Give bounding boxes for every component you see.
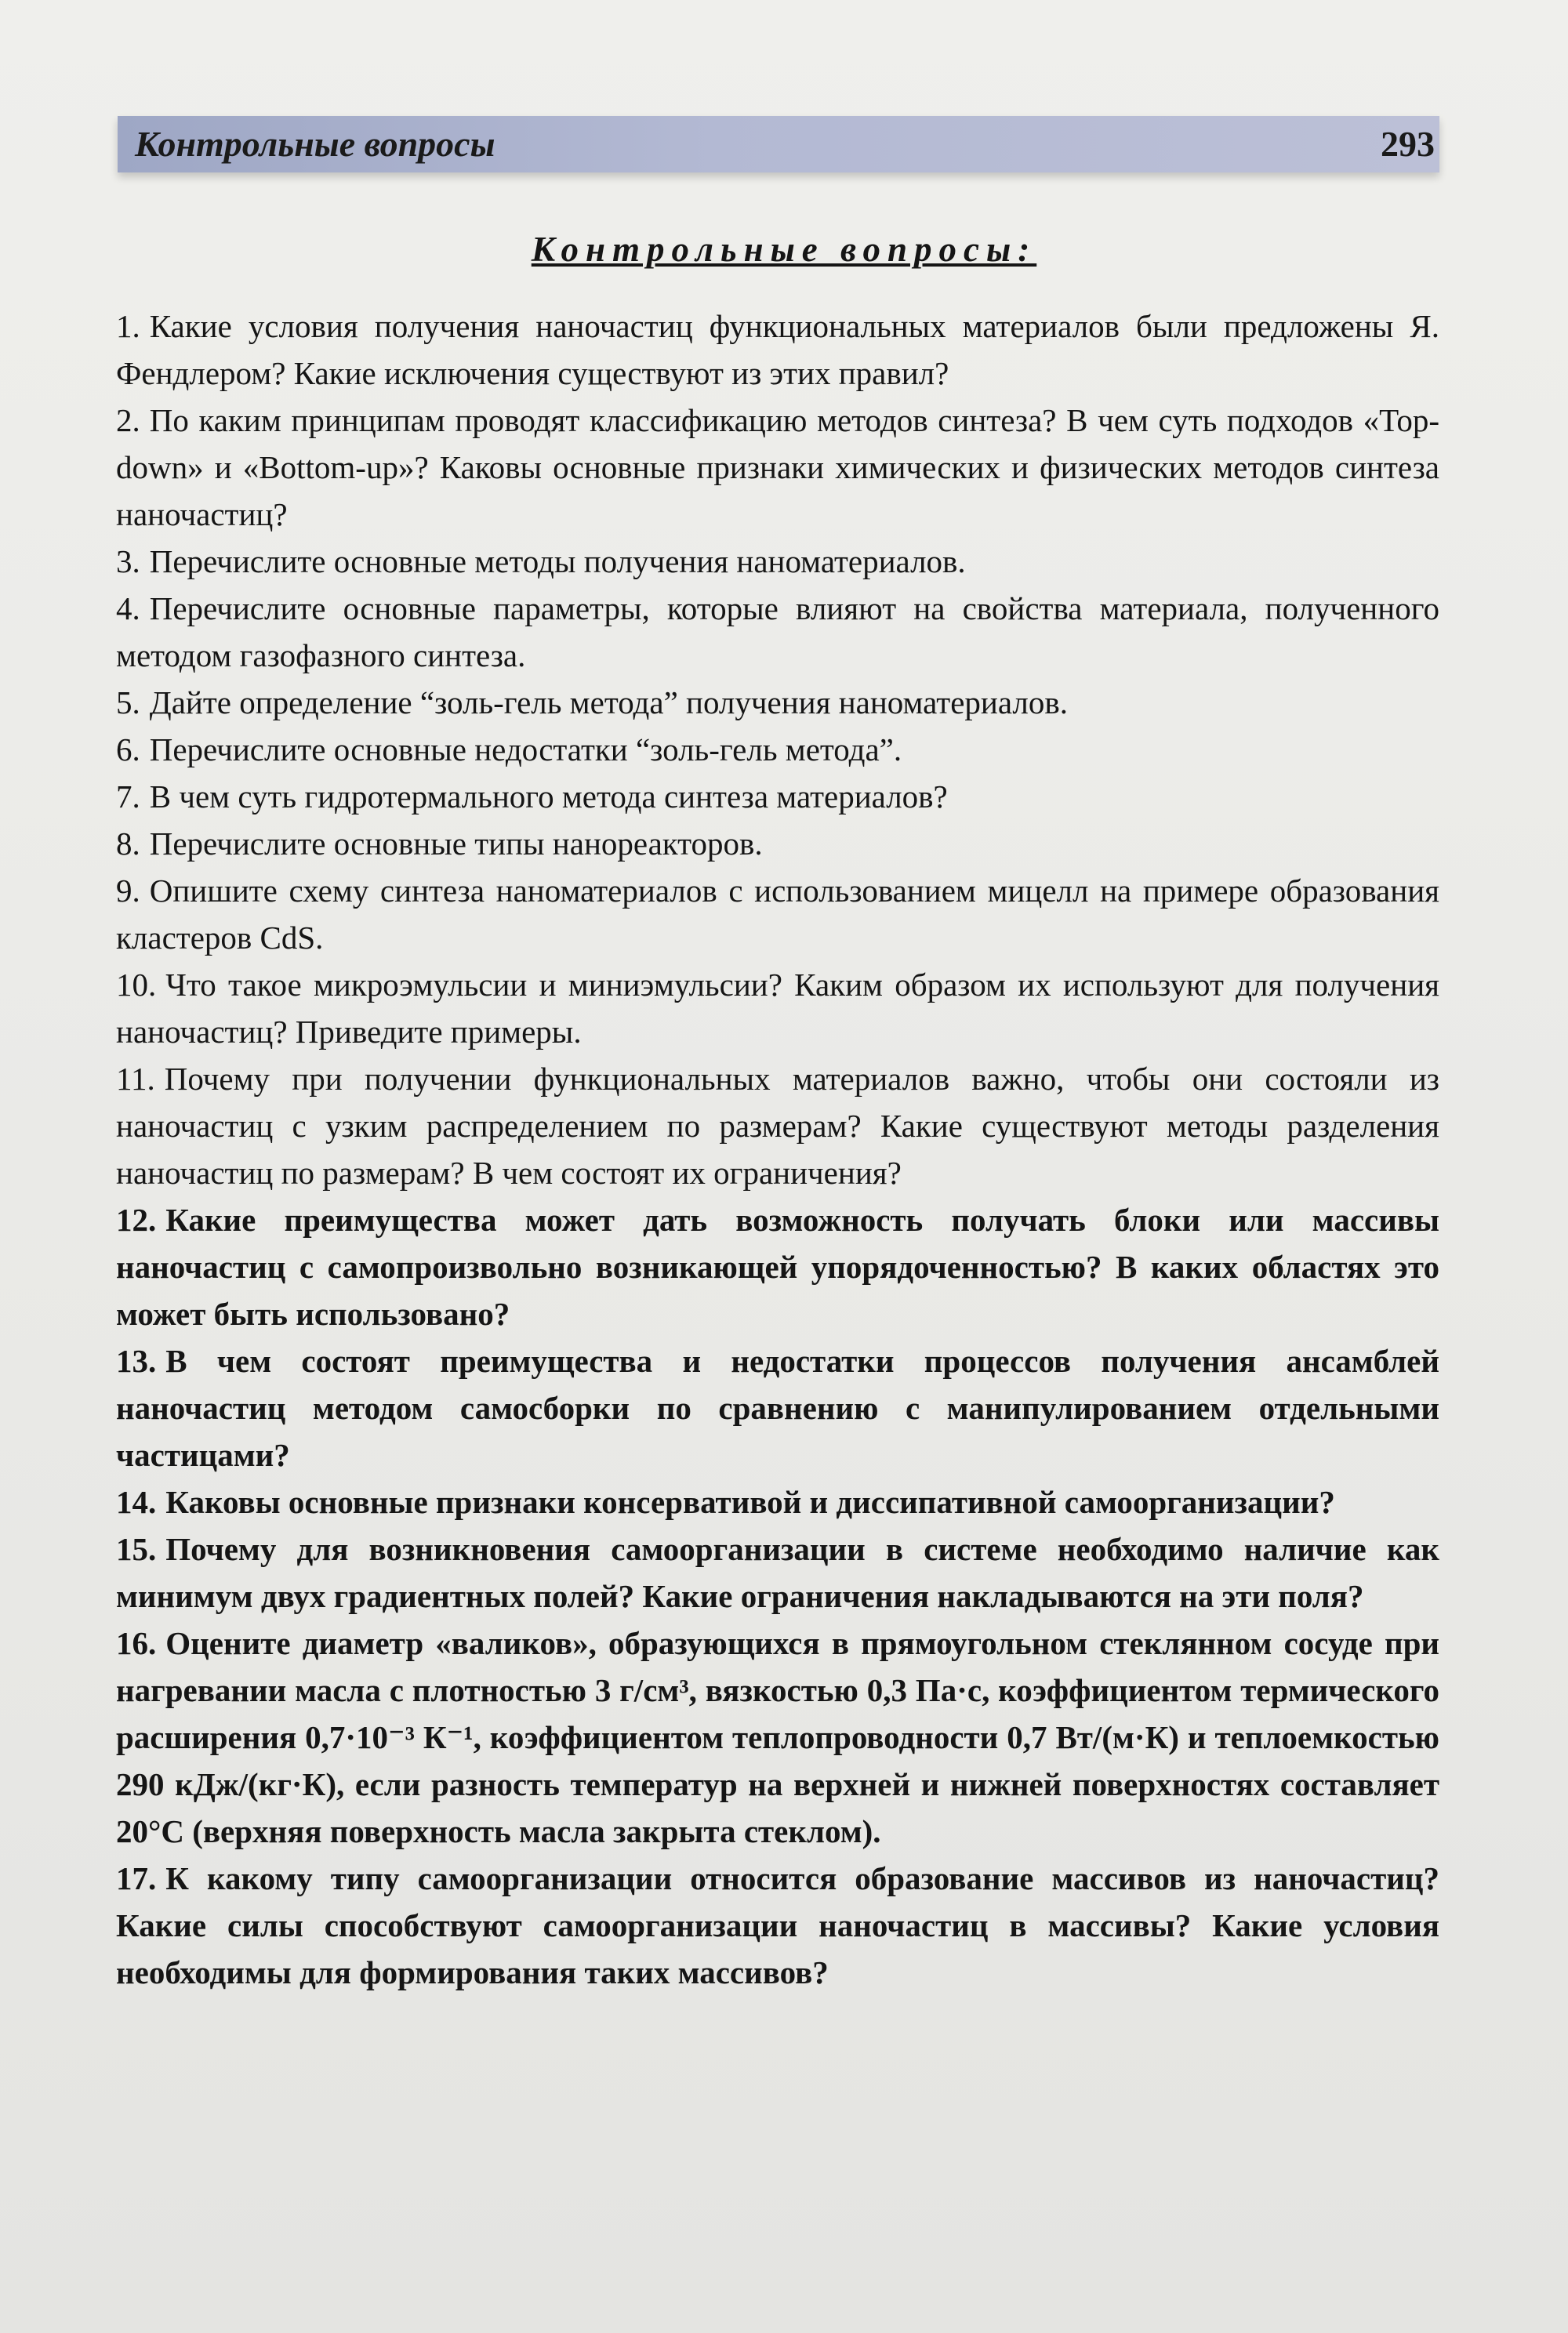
- question-item: [116, 961, 1439, 1055]
- question-number: 2.: [116, 402, 140, 438]
- question-number: 14.: [116, 1484, 157, 1520]
- question-number: 17.: [116, 1860, 157, 1896]
- question-item: [116, 773, 1439, 820]
- question-item: [116, 1620, 1439, 1855]
- question-item: [116, 1196, 1439, 1337]
- question-number: 11.: [116, 1061, 155, 1097]
- page-number: 293: [1381, 124, 1435, 164]
- running-header-title: Контрольные вопросы: [135, 124, 495, 164]
- question-item: [116, 867, 1439, 961]
- question-text: Каковы основные признаки консервативой и диссипативной самоорганизации?: [165, 1484, 1335, 1520]
- question-item: [116, 538, 1439, 585]
- question-number: 4.: [116, 590, 140, 626]
- question-number: 7.: [116, 778, 140, 815]
- question-text: В чем состоят преимущества и недостатки процессов получения ансамблей наночастиц методом самосборки по сравнению с манипулированием отдельными частицами?: [116, 1343, 1439, 1473]
- question-number: 3.: [116, 543, 140, 579]
- question-text: Опишите схему синтеза наноматериалов с использованием мицелл на примере образования кластеров CdS.: [116, 873, 1439, 956]
- question-item: [116, 585, 1439, 679]
- question-text: Перечислите основные параметры, которые влияют на свойства материала, полученного методом газофазного синтеза.: [116, 590, 1439, 673]
- question-item: [116, 1055, 1439, 1196]
- question-item: [116, 1337, 1439, 1479]
- question-number: 16.: [116, 1625, 157, 1661]
- question-number: 6.: [116, 731, 140, 767]
- question-number: 15.: [116, 1531, 157, 1567]
- question-item: [116, 726, 1439, 773]
- question-text: Перечислите основные типы нанореакторов.: [149, 825, 763, 862]
- question-number: 13.: [116, 1343, 157, 1379]
- question-number: 5.: [116, 684, 140, 720]
- question-text: Перечислите основные методы получения наноматериалов.: [149, 543, 966, 579]
- question-item: [116, 303, 1439, 397]
- question-text: Оцените диаметр «валиков», образующихся в прямоугольном стеклянном сосуде при нагревании масла с плотностью 3 г/см³, вязкостью 0,3 Па·с, коэффициентом термического расширения 0,7·10⁻³ К⁻¹, коэффициентом теплопроводности 0,7 Вт/(м·К) и теплоемкостью 290 кДж/(кг·К), если разность температур на верхней и нижней поверхностях составляет 20°С (верхняя поверхность масла закрыта стеклом).: [116, 1625, 1439, 1849]
- question-list: [116, 303, 1439, 1996]
- question-item: [116, 1526, 1439, 1620]
- question-text: К какому типу самоорганизации относится образование массивов из наночастиц? Какие силы способствуют самоорганизации наночастиц в массивы? Какие условия необходимы для формирования таких массивов?: [116, 1860, 1439, 1990]
- question-text: В чем суть гидротермального метода синтеза материалов?: [149, 778, 948, 815]
- question-text: Почему при получении функциональных материалов важно, чтобы они состояли из наночастиц с узким распределением по размерам? Какие существуют методы разделения наночастиц по размерам? В чем состоят их ограничения?: [116, 1061, 1439, 1191]
- question-text: Почему для возникновения самоорганизации в системе необходимо наличие как минимум двух градиентных полей? Какие ограничения накладываются на эти поля?: [116, 1531, 1439, 1614]
- question-number: 12.: [116, 1202, 157, 1238]
- question-item: [116, 679, 1439, 726]
- question-text: Какие условия получения наночастиц функциональных материалов были предложены Я. Фендлером? Какие исключения существуют из этих правил?: [116, 308, 1439, 391]
- question-text: Какие преимущества может дать возможность получать блоки или массивы наночастиц с самопроизвольно возникающей упорядоченностью? В каких областях это может быть использовано?: [116, 1202, 1439, 1332]
- question-text: Что такое микроэмульсии и миниэмульсии? Каким образом их используют для получения наночастиц? Приведите примеры.: [116, 967, 1439, 1050]
- question-text: Дайте определение “золь-гель метода” получения наноматериалов.: [149, 684, 1068, 720]
- question-number: 9.: [116, 873, 140, 909]
- question-number: 1.: [116, 308, 140, 344]
- question-text: Перечислите основные недостатки “золь-гель метода”.: [149, 731, 902, 767]
- question-number: 10.: [116, 967, 157, 1003]
- section-heading: Контрольные вопросы:: [531, 230, 1037, 269]
- question-item: [116, 1855, 1439, 1996]
- question-item: [116, 1479, 1439, 1526]
- question-text: По каким принципам проводят классификацию методов синтеза? В чем суть подходов «Top-down» и «Bottom-up»? Каковы основные признаки химических и физических методов синтеза наночастиц?: [116, 402, 1439, 532]
- question-item: [116, 397, 1439, 538]
- question-item: [116, 820, 1439, 867]
- question-number: 8.: [116, 825, 140, 862]
